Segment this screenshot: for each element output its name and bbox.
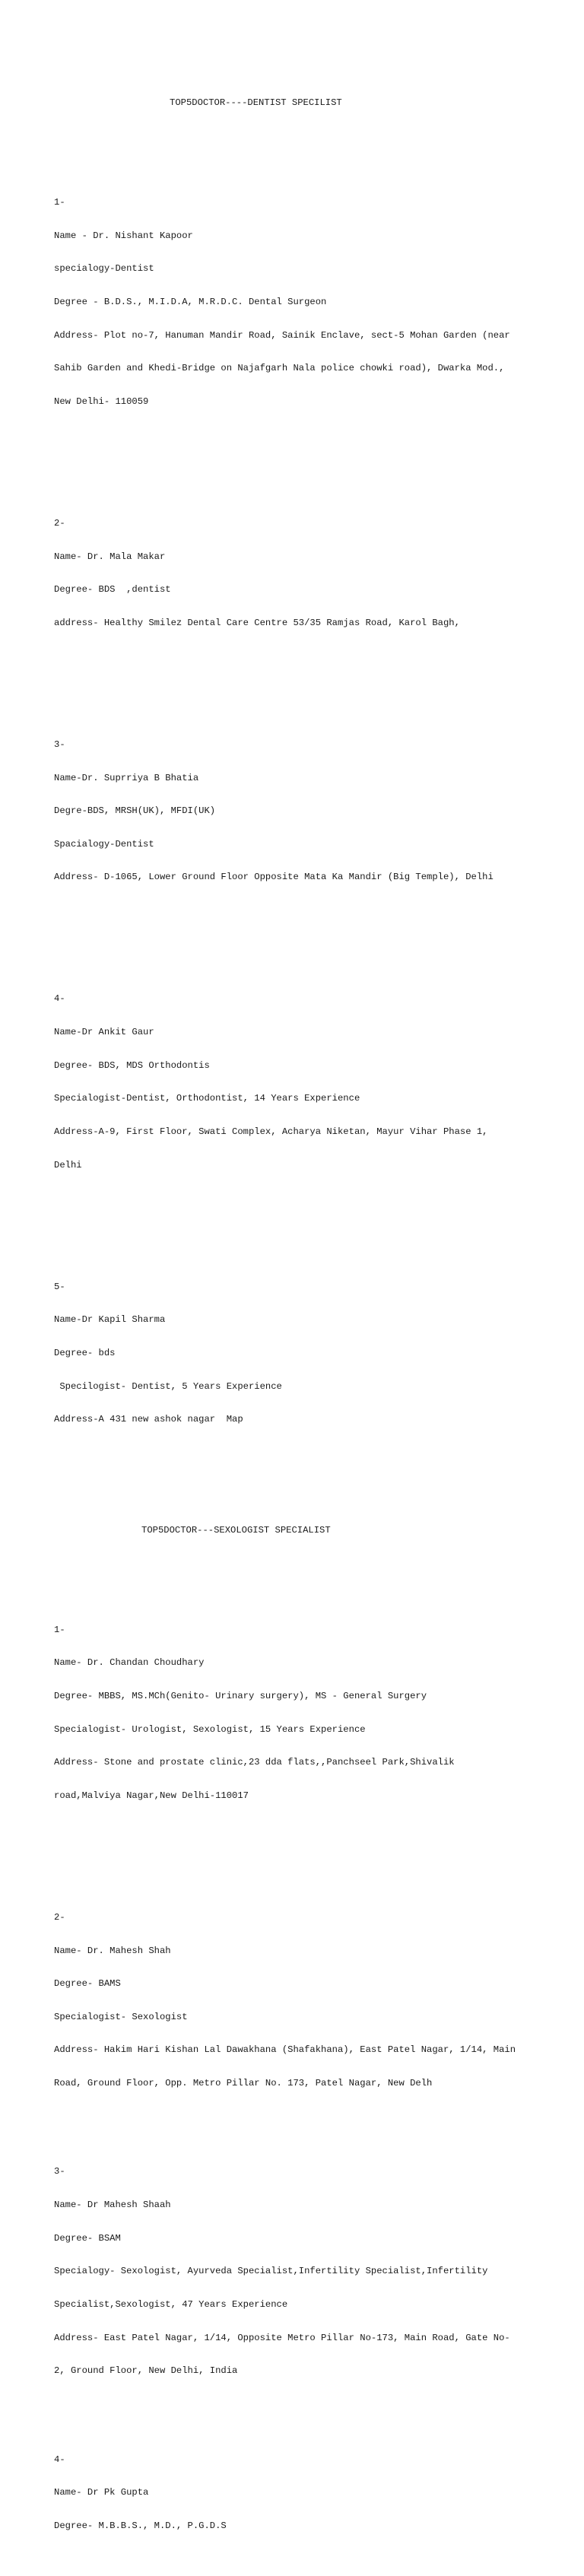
address-line: Address- Plot no-7, Hanuman Mandir Road, Sainik Enclave, sect-5 Mohan Garden (near <box>54 329 510 341</box>
blank-line <box>54 1558 571 1569</box>
degree: Degree- BDS, MDS Orthodontis <box>54 1059 210 1071</box>
blank-line <box>54 131 571 142</box>
entry-number: 1- <box>54 1624 65 1635</box>
address-line: Road, Ground Floor, Opp. Metro Pillar No. 173, Patel Nagar, New Delh <box>54 2078 433 2089</box>
blank-line <box>54 673 571 684</box>
doctor-name: Name- Dr. Mahesh Shah <box>54 1945 171 1956</box>
entry-number: 4- <box>54 993 65 1005</box>
specialty: Specialist,Sexologist, 47 Years Experience <box>54 2299 288 2311</box>
address-line: Address- Stone and prostate clinic,23 dda flats,,Panchseel Park,Shivalik <box>54 1757 455 1768</box>
section-title-dentist: TOP5DOCTOR----DENTIST SPECILIST <box>170 97 342 109</box>
specialty: Specilogist- Dentist, 5 Years Experience <box>54 1380 282 1392</box>
section-title-sexologist: TOP5DOCTOR---SEXOLOGIST SPECIALIST <box>141 1524 331 1536</box>
specialty: specialogy-Dentist <box>54 263 154 275</box>
doctor-name: Name-Dr Kapil Sharma <box>54 1314 166 1326</box>
entry-number: 4- <box>54 2454 65 2465</box>
sexologist-entry-3 <box>54 2144 571 2399</box>
address-line: Address-A-9, First Floor, Swati Complex, Acharya Niketan, Mayur Vihar Phase 1, <box>54 1126 488 1138</box>
specialty: Specialogist-Dentist, Orthodontist, 14 Years Experience <box>54 1093 360 1104</box>
entry-number: 3- <box>54 2166 65 2177</box>
dentist-entry-3 <box>54 717 571 905</box>
specialty: Specialogist- Sexologist <box>54 2011 188 2022</box>
doctor-name: Name- Dr Pk Gupta <box>54 2487 149 2498</box>
degree: Degree- MBBS, MS.MCh(Genito- Urinary surgery), MS - General Surgery <box>54 1690 427 1701</box>
sexologist-entry-1 <box>54 1602 571 1824</box>
doctor-name: Name- Dr. Mala Makar <box>54 551 166 562</box>
address-line: New Delhi- 110059 <box>54 395 149 407</box>
degree: Degree- BDS ,dentist <box>54 584 171 596</box>
blank-line <box>54 1846 571 1857</box>
address-line: Address-A 431 new ashok nagar Map <box>54 1414 243 1425</box>
doctor-name: Name - Dr. Nishant Kapoor <box>54 230 193 241</box>
dentist-entry-5 <box>54 1259 571 1447</box>
entry-number: 2- <box>54 1911 65 1923</box>
doctor-name: Name-Dr Ankit Gaur <box>54 1027 154 1038</box>
entry-number: 5- <box>54 1281 65 1292</box>
degree: Degree - B.D.S., M.I.D.A, M.R.D.C. Dental Surgeon <box>54 297 327 308</box>
address-line: address- Healthy Smilez Dental Care Centre 53/35 Ramjas Road, Karol Bagh, <box>54 617 460 628</box>
blank-line <box>54 1469 571 1481</box>
address-line: road,Malviya Nagar,New Delhi-110017 <box>54 1790 249 1801</box>
specialty: Specialogy- Sexologist, Ayurveda Specialist,Infertility Specialist,Infertility <box>54 2266 488 2277</box>
address-line: Sahib Garden and Khedi-Bridge on Najafgarh Nala police chowki road), Dwarka Mod., <box>54 363 505 374</box>
specialty: Spacialogy-Dentist <box>54 838 154 850</box>
doctor-name: Name- Dr Mahesh Shaah <box>54 2200 171 2211</box>
address-line: Address- D-1065, Lower Ground Floor Opposite Mata Ka Mandir (Big Temple), Delhi <box>54 872 494 883</box>
degree: Degree- BAMS <box>54 1978 121 1990</box>
entry-number: 1- <box>54 197 65 208</box>
address-line: Delhi <box>54 1159 82 1170</box>
sexologist-entry-2 <box>54 1890 571 2111</box>
entry-number: 2- <box>54 517 65 529</box>
dentist-entry-2 <box>54 496 571 651</box>
degree: Degree- M.B.B.S., M.D., P.G.D.S <box>54 2520 227 2531</box>
document-page <box>54 53 571 2576</box>
doctor-name: Name- Dr. Chandan Choudhary <box>54 1657 205 1669</box>
sexologist-entry-4 <box>54 2432 571 2554</box>
doctor-name: Name-Dr. Suprriya B Bhatia <box>54 772 199 783</box>
blank-line <box>54 927 571 939</box>
address-line: Address- Hakim Hari Kishan Lal Dawakhana (Shafakhana), East Patel Nagar, 1/14, Main <box>54 2044 516 2056</box>
degree: Degree- bds <box>54 1347 116 1358</box>
degree: Degree- BSAM <box>54 2232 121 2244</box>
entry-number: 3- <box>54 738 65 750</box>
dentist-entry-1 <box>54 175 571 430</box>
specialty: Specialogist- Urologist, Sexologist, 15 Years Experience <box>54 1723 366 1735</box>
address-line: Address- East Patel Nagar, 1/14, Opposite Metro Pillar No-173, Main Road, Gate No- <box>54 2332 510 2343</box>
address-line: 2, Ground Floor, New Delhi, India <box>54 2365 238 2377</box>
blank-line <box>54 452 571 463</box>
degree: Degre-BDS, MRSH(UK), MFDI(UK) <box>54 805 216 817</box>
blank-line <box>54 1215 571 1226</box>
dentist-entry-4 <box>54 971 571 1193</box>
